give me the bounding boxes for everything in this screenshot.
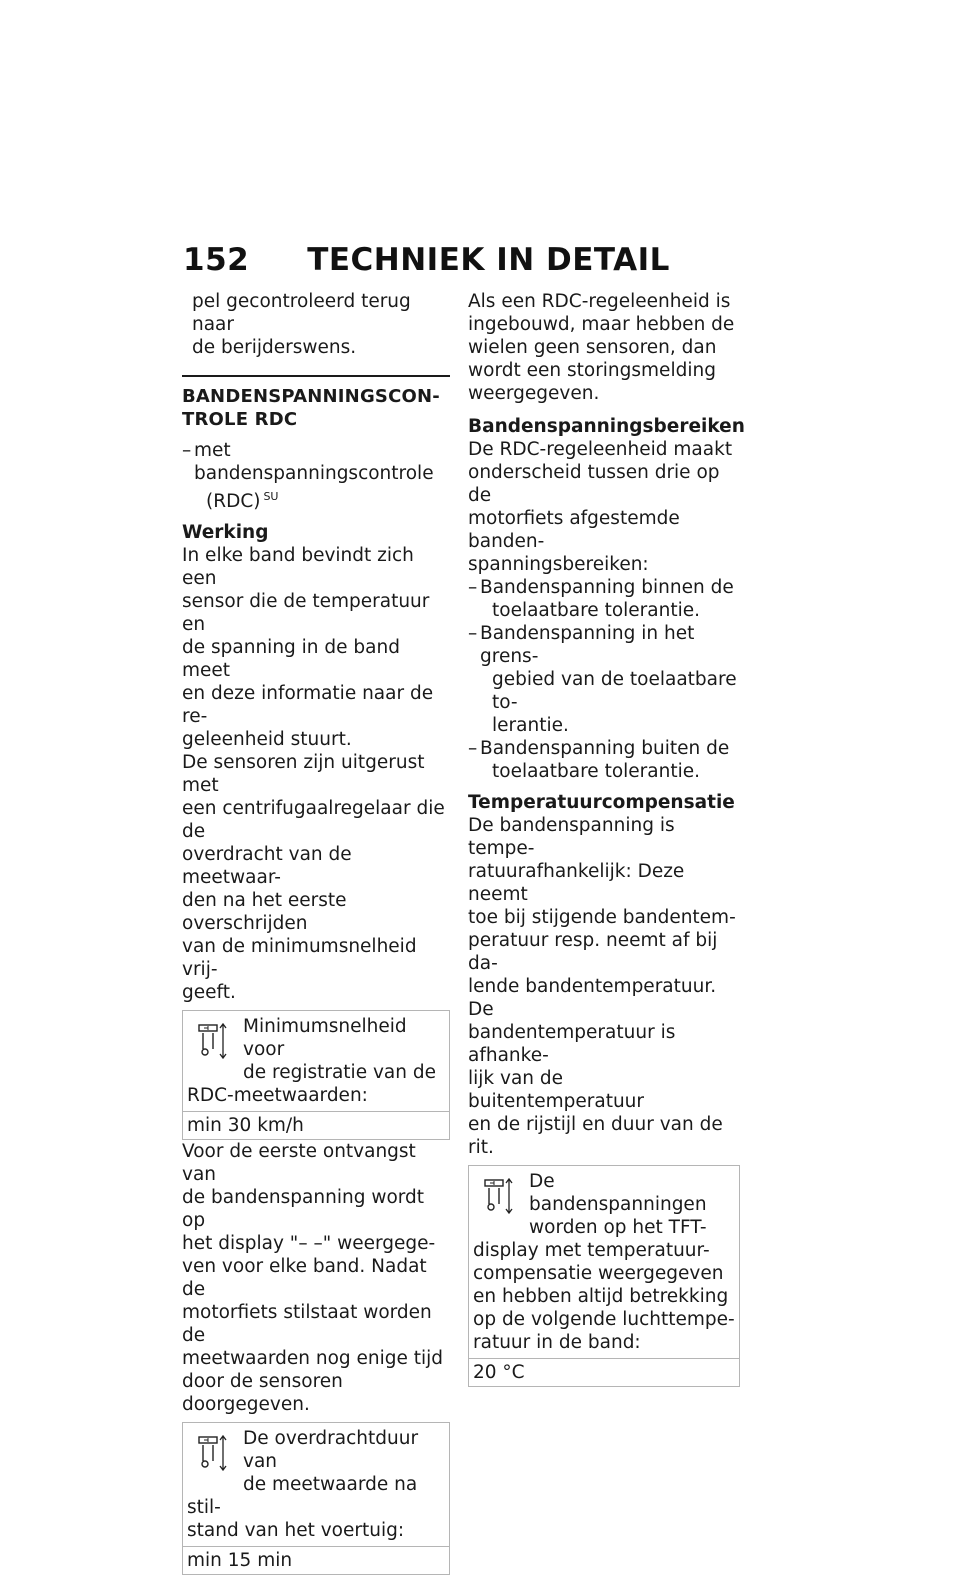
text-line: gebied van de toelaatbare to-: [492, 669, 737, 713]
text-line: den na het eerste overschrijden: [182, 890, 347, 935]
text-line: het display "– –" weergege-: [182, 1233, 436, 1255]
paragraph: [468, 814, 740, 1159]
working-heading: Werking: [182, 522, 269, 544]
spec-value: 20 °C: [469, 1358, 739, 1386]
dash-bullet: –: [468, 623, 478, 644]
chapter-title: TECHNIEK IN DETAIL: [307, 242, 670, 278]
text-line: stand van het voertuig:: [187, 1520, 405, 1542]
measurement-icon: [195, 1431, 239, 1475]
right-column: [468, 290, 745, 1387]
left-column: [182, 290, 450, 1575]
text-line: door de sensoren doorgegeven.: [182, 1371, 343, 1416]
option-code: (RDC): [206, 491, 261, 513]
text-line: onderscheid tussen drie op de: [468, 462, 720, 506]
text-line: motorfiets afgestemde banden-: [468, 508, 680, 552]
text-line: ingebouwd, maar hebben de: [468, 314, 735, 335]
text-line: ven voor elke band. Nadat de: [182, 1256, 427, 1301]
text-line: Bandenspanning in het grens-: [480, 623, 695, 667]
text-line: met bandenspanningscontrole: [194, 440, 434, 484]
paragraph: [182, 544, 450, 751]
measurement-icon-svg: [481, 1174, 525, 1218]
text-line: Minimumsnelheid voor: [243, 1016, 407, 1061]
text-line: de meetwaarde na stil-: [187, 1474, 418, 1519]
text-line: meetwaarden nog enige tijd: [182, 1348, 444, 1370]
paragraph: [182, 751, 450, 1004]
text-line: overdracht van de meetwaar-: [182, 844, 352, 889]
range-item: [468, 622, 740, 737]
page-header: [183, 242, 670, 278]
text-line: de registratie van de: [243, 1062, 436, 1084]
text-line: bandentemperatuur is afhanke-: [468, 1022, 676, 1066]
option-item: [182, 439, 450, 513]
text-line: en deze informatie naar de re-: [182, 683, 434, 728]
text-line: sensor die de temperatuur en: [182, 591, 430, 636]
text-line: wielen geen sensoren, dan: [468, 337, 717, 358]
spec-box-min-speed: [182, 1010, 450, 1140]
text-line: display met temperatuur-: [473, 1240, 710, 1261]
text-line: Voor de eerste ontvangst van: [182, 1141, 416, 1186]
spec-box-transfer-duration: [182, 1422, 450, 1575]
text-line: lende bandentemperatuur. De: [468, 976, 717, 1020]
range-item: [468, 737, 740, 783]
page-number: 152: [183, 242, 250, 278]
text-line: een centrifugaalregelaar die de: [182, 798, 445, 843]
temperature-heading: Temperatuurcompensatie: [468, 792, 735, 813]
option-superscript: SU: [263, 490, 279, 503]
measurement-icon-svg: [195, 1019, 239, 1063]
paragraph: [182, 1140, 450, 1416]
text-line: weergegeven.: [468, 383, 600, 404]
text-line: spanningsbereiken:: [468, 554, 649, 575]
text-line: ratuur in de band:: [473, 1332, 641, 1353]
text-line: In elke band bevindt zich een: [182, 545, 414, 590]
measurement-icon: [195, 1019, 239, 1063]
text-line: De RDC-regeleenheid maakt: [468, 439, 733, 460]
text-line: lijk van de buitentemperatuur: [468, 1068, 645, 1112]
text-line: lerantie.: [492, 715, 569, 736]
text-line: pel gecontroleerd terug naar: [192, 291, 411, 335]
text-line: toelaatbare tolerantie.: [492, 600, 700, 621]
text-line: de bandenspanning wordt op: [182, 1187, 425, 1232]
text-line: Bandenspanning buiten de: [480, 738, 730, 759]
spec-box-reference-temperature: [468, 1165, 740, 1387]
text-line: op de volgende luchttempe-: [473, 1309, 735, 1330]
text-line: motorfiets stilstaat worden de: [182, 1302, 432, 1347]
dash-bullet: –: [182, 440, 192, 461]
section-divider: [182, 375, 450, 377]
text-line: toelaatbare tolerantie.: [492, 761, 700, 782]
section-title: [182, 385, 450, 431]
spec-value: min 15 min: [183, 1546, 449, 1574]
text-line: compensatie weergegeven: [473, 1263, 724, 1284]
text-line: ratuurafhankelijk: Deze neemt: [468, 861, 685, 905]
text-line: Bandenspanning binnen de: [480, 577, 734, 598]
text-line: toe bij stijgende bandentem-: [468, 907, 736, 928]
text-line: De sensoren zijn uitgerust met: [182, 752, 425, 797]
text-line: peratuur resp. neemt af bij da-: [468, 930, 718, 974]
text-line: en hebben altijd betrekking: [473, 1286, 729, 1307]
spec-description: [183, 1011, 449, 1111]
text-line: De bandenspanning is tempe-: [468, 815, 675, 859]
text-line: worden op het TFT-: [529, 1217, 707, 1238]
spec-value: min 30 km/h: [183, 1111, 449, 1139]
text-line: geeft.: [182, 982, 236, 1004]
section-title-line: BANDENSPANNINGSCON-: [182, 386, 440, 407]
spec-description: [183, 1423, 449, 1546]
section-title-line: TROLE RDC: [182, 409, 298, 430]
range-item: [468, 576, 740, 622]
dash-bullet: –: [468, 577, 478, 598]
ranges-heading: Bandenspanningsbereiken: [468, 416, 745, 437]
text-line: Als een RDC-regeleenheid is: [468, 291, 731, 312]
dash-bullet: –: [468, 738, 478, 759]
text-line: en de rijstijl en duur van de rit.: [468, 1114, 723, 1158]
text-line: De overdrachtduur van: [243, 1428, 419, 1473]
intro-text: [182, 290, 450, 359]
text-line: de berijderswens.: [192, 337, 357, 358]
text-line: geleenheid stuurt.: [182, 729, 352, 751]
text-line: wordt een storingsmelding: [468, 360, 716, 381]
spec-description: [469, 1166, 739, 1358]
text-line: De bandenspanningen: [529, 1171, 707, 1215]
text-line: van de minimumsnelheid vrij-: [182, 936, 417, 981]
text-line: RDC-meetwaarden:: [187, 1085, 368, 1107]
paragraph: [468, 290, 740, 405]
measurement-icon-svg: [195, 1431, 239, 1475]
text-line: de spanning in de band meet: [182, 637, 400, 682]
text-line: [194, 485, 450, 513]
measurement-icon: [481, 1174, 525, 1218]
paragraph: [468, 438, 740, 576]
